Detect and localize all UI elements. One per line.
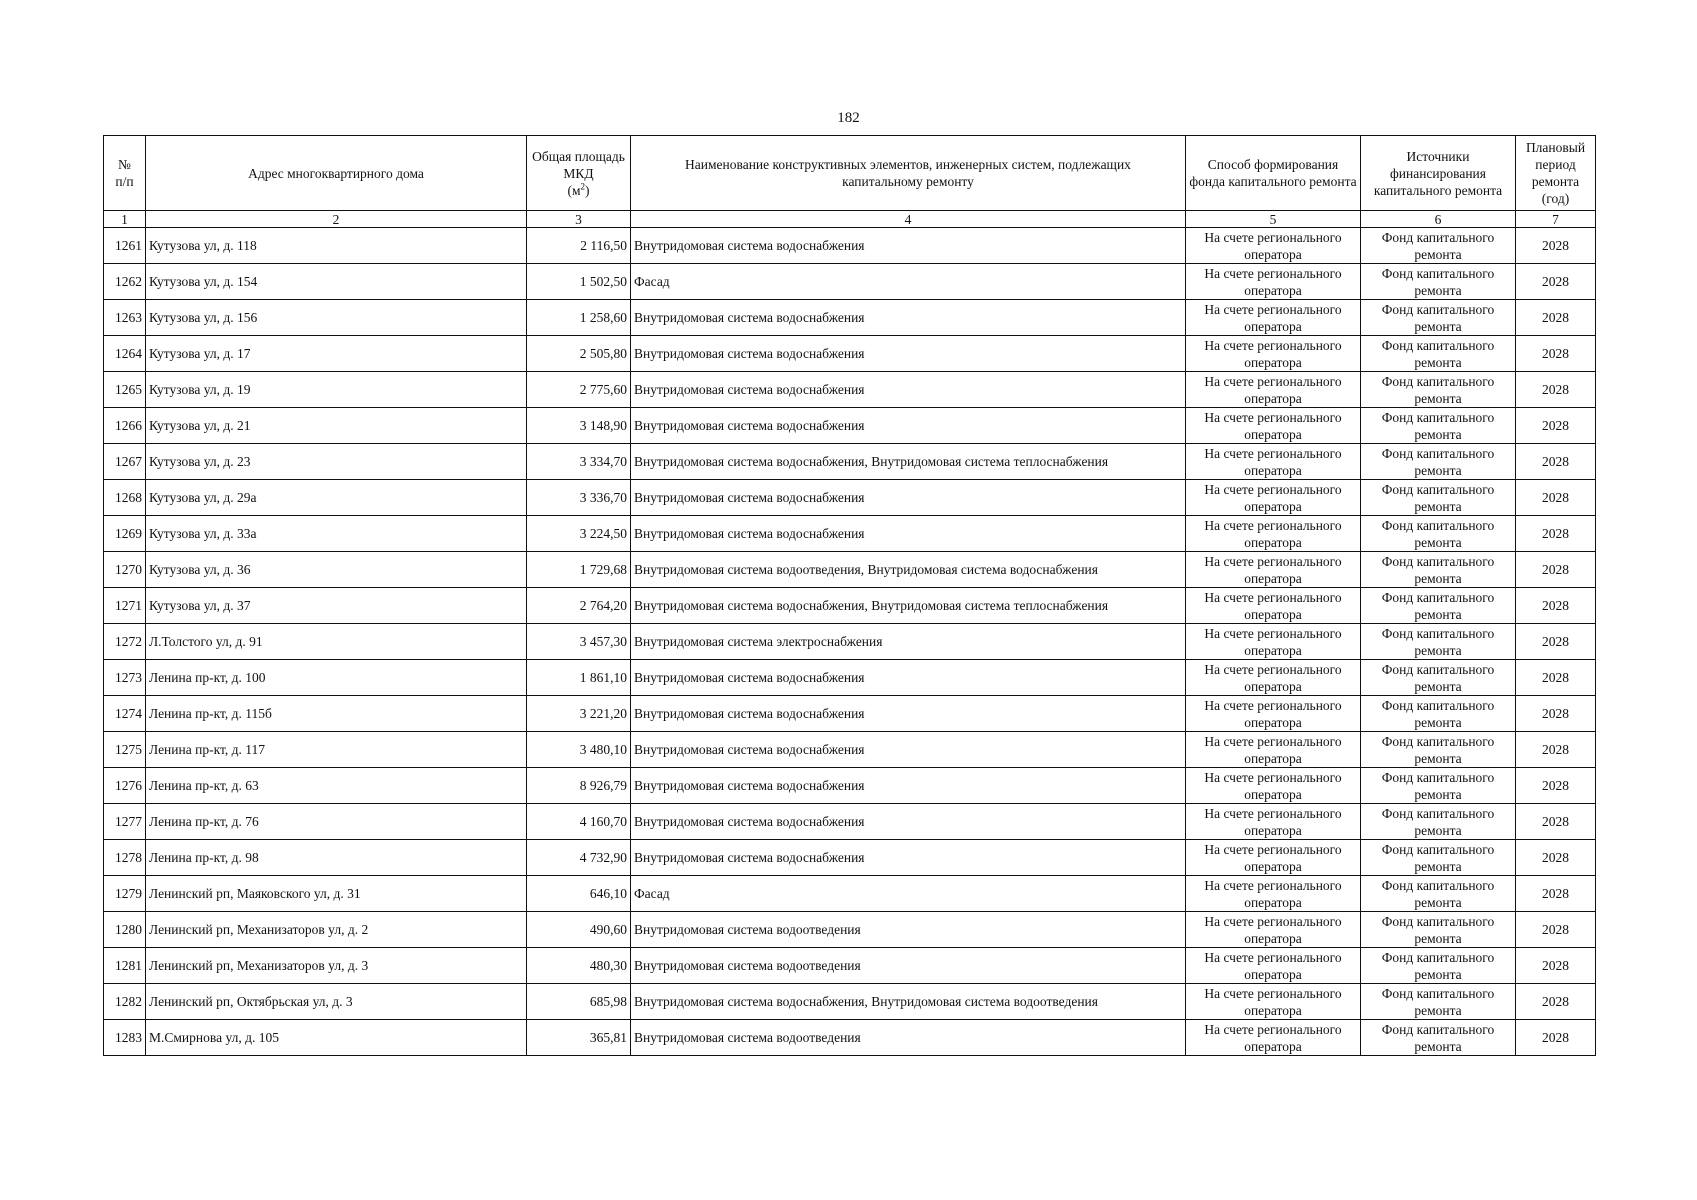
row-source: Фонд капитального ремонта: [1361, 552, 1516, 588]
row-area: 3 334,70: [527, 444, 631, 480]
row-elements: Внутридомовая система водоснабжения, Внутридомовая система теплоснабжения: [631, 588, 1186, 624]
row-method: На счете регионального оператора: [1186, 948, 1361, 984]
row-number: 1269: [104, 516, 146, 552]
table-row: [104, 372, 1596, 408]
row-address: Ленина пр-кт, д. 100: [146, 660, 527, 696]
row-area: 3 336,70: [527, 480, 631, 516]
row-source: Фонд капитального ремонта: [1361, 444, 1516, 480]
row-year: 2028: [1516, 840, 1596, 876]
row-method: На счете регионального оператора: [1186, 588, 1361, 624]
row-area: 4 732,90: [527, 840, 631, 876]
row-method: На счете регионального оператора: [1186, 804, 1361, 840]
row-elements: Внутридомовая система водоснабжения: [631, 840, 1186, 876]
row-area: 2 505,80: [527, 336, 631, 372]
row-method: На счете регионального оператора: [1186, 372, 1361, 408]
row-elements: Внутридомовая система водоотведения, Внутридомовая система водоснабжения: [631, 552, 1186, 588]
row-method: На счете регионального оператора: [1186, 732, 1361, 768]
row-elements: Внутридомовая система водоснабжения: [631, 408, 1186, 444]
table-row: [104, 660, 1596, 696]
table-body: [104, 228, 1596, 1056]
column-number-row: [104, 211, 1596, 228]
table-row: [104, 300, 1596, 336]
row-source: Фонд капитального ремонта: [1361, 804, 1516, 840]
table-row: [104, 768, 1596, 804]
header-area-unit-close: ): [585, 182, 590, 198]
row-method: На счете регионального оператора: [1186, 984, 1361, 1020]
row-number: 1277: [104, 804, 146, 840]
table-row: [104, 948, 1596, 984]
row-source: Фонд капитального ремонта: [1361, 876, 1516, 912]
page-number: 182: [837, 110, 860, 126]
header-num: [104, 136, 146, 211]
table-row: [104, 1020, 1596, 1056]
row-source: Фонд капитального ремонта: [1361, 408, 1516, 444]
row-method: На счете регионального оператора: [1186, 768, 1361, 804]
row-year: 2028: [1516, 912, 1596, 948]
row-year: 2028: [1516, 768, 1596, 804]
row-elements: Внутридомовая система водоотведения: [631, 912, 1186, 948]
table-row: [104, 480, 1596, 516]
row-source: Фонд капитального ремонта: [1361, 480, 1516, 516]
row-method: На счете регионального оператора: [1186, 876, 1361, 912]
row-source: Фонд капитального ремонта: [1361, 948, 1516, 984]
row-year: 2028: [1516, 660, 1596, 696]
row-elements: Внутридомовая система водоснабжения: [631, 768, 1186, 804]
row-method: На счете регионального оператора: [1186, 444, 1361, 480]
row-number: 1281: [104, 948, 146, 984]
row-year: 2028: [1516, 408, 1596, 444]
row-elements: Внутридомовая система водоснабжения: [631, 228, 1186, 264]
row-number: 1266: [104, 408, 146, 444]
row-method: На счете регионального оператора: [1186, 624, 1361, 660]
row-elements: Внутридомовая система водоснабжения, Внутридомовая система теплоснабжения: [631, 444, 1186, 480]
row-elements: Внутридомовая система водоснабжения, Внутридомовая система водоотведения: [631, 984, 1186, 1020]
table-header: [104, 136, 1596, 228]
row-address: Кутузова ул, д. 37: [146, 588, 527, 624]
row-area: 3 221,20: [527, 696, 631, 732]
row-elements: Внутридомовая система водоотведения: [631, 948, 1186, 984]
row-area: 3 148,90: [527, 408, 631, 444]
row-method: На счете регионального оператора: [1186, 696, 1361, 732]
row-area: 3 224,50: [527, 516, 631, 552]
table-row: [104, 552, 1596, 588]
row-method: На счете регионального оператора: [1186, 480, 1361, 516]
row-elements: Внутридомовая система водоснабжения: [631, 300, 1186, 336]
row-method: На счете регионального оператора: [1186, 408, 1361, 444]
row-area: 2 116,50: [527, 228, 631, 264]
row-elements: Внутридомовая система водоснабжения: [631, 336, 1186, 372]
row-address: Ленина пр-кт, д. 76: [146, 804, 527, 840]
row-address: Кутузова ул, д. 17: [146, 336, 527, 372]
row-year: 2028: [1516, 516, 1596, 552]
row-method: На счете регионального оператора: [1186, 300, 1361, 336]
header-period: Плановый период ремонта (год): [1516, 136, 1596, 211]
row-number: 1278: [104, 840, 146, 876]
row-source: Фонд капитального ремонта: [1361, 696, 1516, 732]
row-address: М.Смирнова ул, д. 105: [146, 1020, 527, 1056]
row-method: На счете регионального оператора: [1186, 516, 1361, 552]
row-number: 1283: [104, 1020, 146, 1056]
header-address: Адрес многоквартирного дома: [146, 136, 527, 211]
row-number: 1263: [104, 300, 146, 336]
row-address: Ленина пр-кт, д. 117: [146, 732, 527, 768]
row-method: На счете регионального оператора: [1186, 228, 1361, 264]
row-number: 1261: [104, 228, 146, 264]
row-address: Кутузова ул, д. 156: [146, 300, 527, 336]
row-number: 1279: [104, 876, 146, 912]
row-address: Ленинский рп, Маяковского ул, д. 31: [146, 876, 527, 912]
table-row: [104, 408, 1596, 444]
row-address: Ленина пр-кт, д. 98: [146, 840, 527, 876]
row-year: 2028: [1516, 264, 1596, 300]
row-year: 2028: [1516, 336, 1596, 372]
row-address: Л.Толстого ул, д. 91: [146, 624, 527, 660]
table-row: [104, 984, 1596, 1020]
column-number: 6: [1361, 211, 1516, 228]
row-address: Кутузова ул, д. 21: [146, 408, 527, 444]
column-number: 7: [1516, 211, 1596, 228]
row-number: 1265: [104, 372, 146, 408]
row-method: На счете регионального оператора: [1186, 912, 1361, 948]
table-row: [104, 840, 1596, 876]
row-address: Кутузова ул, д. 23: [146, 444, 527, 480]
row-source: Фонд капитального ремонта: [1361, 516, 1516, 552]
row-source: Фонд капитального ремонта: [1361, 372, 1516, 408]
column-number: 5: [1186, 211, 1361, 228]
row-address: Кутузова ул, д. 118: [146, 228, 527, 264]
row-number: 1282: [104, 984, 146, 1020]
row-address: Ленина пр-кт, д. 115б: [146, 696, 527, 732]
row-source: Фонд капитального ремонта: [1361, 624, 1516, 660]
row-source: Фонд капитального ремонта: [1361, 768, 1516, 804]
row-elements: Внутридомовая система водоснабжения: [631, 696, 1186, 732]
table-row: [104, 696, 1596, 732]
header-method: Способ формирования фонда капитального ремонта: [1186, 136, 1361, 211]
header-elements: Наименование конструктивных элементов, инженерных систем, подлежащих капитальному ремонту: [631, 136, 1186, 211]
row-number: 1264: [104, 336, 146, 372]
row-source: Фонд капитального ремонта: [1361, 300, 1516, 336]
row-number: 1272: [104, 624, 146, 660]
row-area: 646,10: [527, 876, 631, 912]
header-source: Источники финансирования капитального ремонта: [1361, 136, 1516, 211]
column-number: 1: [104, 211, 146, 228]
header-area-unit-sup: 2: [580, 181, 586, 191]
table-row: [104, 588, 1596, 624]
row-area: 2 775,60: [527, 372, 631, 408]
row-source: Фонд капитального ремонта: [1361, 840, 1516, 876]
row-method: На счете регионального оператора: [1186, 264, 1361, 300]
row-number: 1274: [104, 696, 146, 732]
column-number: 4: [631, 211, 1186, 228]
row-year: 2028: [1516, 948, 1596, 984]
row-year: 2028: [1516, 444, 1596, 480]
row-address: Кутузова ул, д. 19: [146, 372, 527, 408]
row-elements: Фасад: [631, 264, 1186, 300]
table-row: [104, 264, 1596, 300]
row-year: 2028: [1516, 300, 1596, 336]
row-year: 2028: [1516, 876, 1596, 912]
row-source: Фонд капитального ремонта: [1361, 228, 1516, 264]
row-area: 685,98: [527, 984, 631, 1020]
header-area: [527, 136, 631, 211]
row-year: 2028: [1516, 732, 1596, 768]
row-source: Фонд капитального ремонта: [1361, 912, 1516, 948]
row-number: 1280: [104, 912, 146, 948]
row-area: 480,30: [527, 948, 631, 984]
header-row: [104, 136, 1596, 211]
table-row: [104, 804, 1596, 840]
row-address: Ленина пр-кт, д. 63: [146, 768, 527, 804]
row-elements: Внутридомовая система водоснабжения: [631, 480, 1186, 516]
row-source: Фонд капитального ремонта: [1361, 984, 1516, 1020]
row-area: 1 861,10: [527, 660, 631, 696]
row-year: 2028: [1516, 480, 1596, 516]
row-year: 2028: [1516, 1020, 1596, 1056]
header-area-unit-open: (м: [567, 182, 581, 198]
row-year: 2028: [1516, 228, 1596, 264]
row-number: 1271: [104, 588, 146, 624]
header-num-label: № п/п: [115, 157, 134, 189]
repair-registry-table: [103, 135, 1596, 1056]
row-elements: Внутридомовая система водоснабжения: [631, 804, 1186, 840]
row-area: 1 729,68: [527, 552, 631, 588]
row-number: 1275: [104, 732, 146, 768]
row-method: На счете регионального оператора: [1186, 336, 1361, 372]
row-number: 1273: [104, 660, 146, 696]
row-method: На счете регионального оператора: [1186, 840, 1361, 876]
row-address: Кутузова ул, д. 33а: [146, 516, 527, 552]
row-method: На счете регионального оператора: [1186, 552, 1361, 588]
row-source: Фонд капитального ремонта: [1361, 336, 1516, 372]
header-area-label: Общая площадь МКД: [532, 148, 625, 181]
row-area: 1 258,60: [527, 300, 631, 336]
row-elements: Внутридомовая система водоснабжения: [631, 372, 1186, 408]
row-area: 8 926,79: [527, 768, 631, 804]
row-address: Ленинский рп, Механизаторов ул, д. 3: [146, 948, 527, 984]
row-area: 2 764,20: [527, 588, 631, 624]
row-method: На счете регионального оператора: [1186, 1020, 1361, 1056]
row-address: Ленинский рп, Октябрьская ул, д. 3: [146, 984, 527, 1020]
table-row: [104, 732, 1596, 768]
row-year: 2028: [1516, 624, 1596, 660]
row-address: Кутузова ул, д. 29а: [146, 480, 527, 516]
row-year: 2028: [1516, 552, 1596, 588]
row-method: На счете регионального оператора: [1186, 660, 1361, 696]
column-number: 3: [527, 211, 631, 228]
row-area: 1 502,50: [527, 264, 631, 300]
table-row: [104, 228, 1596, 264]
row-address: Ленинский рп, Механизаторов ул, д. 2: [146, 912, 527, 948]
row-year: 2028: [1516, 984, 1596, 1020]
row-elements: Внутридомовая система водоснабжения: [631, 660, 1186, 696]
row-area: 3 457,30: [527, 624, 631, 660]
row-year: 2028: [1516, 372, 1596, 408]
row-source: Фонд капитального ремонта: [1361, 1020, 1516, 1056]
row-number: 1276: [104, 768, 146, 804]
table-row: [104, 444, 1596, 480]
row-elements: Внутридомовая система водоснабжения: [631, 516, 1186, 552]
row-elements: Внутридомовая система водоснабжения: [631, 732, 1186, 768]
row-area: 3 480,10: [527, 732, 631, 768]
row-year: 2028: [1516, 696, 1596, 732]
row-address: Кутузова ул, д. 36: [146, 552, 527, 588]
row-year: 2028: [1516, 804, 1596, 840]
row-source: Фонд капитального ремонта: [1361, 588, 1516, 624]
row-source: Фонд капитального ремонта: [1361, 732, 1516, 768]
column-number: 2: [146, 211, 527, 228]
row-area: 365,81: [527, 1020, 631, 1056]
table-row: [104, 876, 1596, 912]
row-elements: Фасад: [631, 876, 1186, 912]
row-area: 490,60: [527, 912, 631, 948]
row-elements: Внутридомовая система электроснабжения: [631, 624, 1186, 660]
row-source: Фонд капитального ремонта: [1361, 264, 1516, 300]
table-row: [104, 336, 1596, 372]
row-elements: Внутридомовая система водоотведения: [631, 1020, 1186, 1056]
row-number: 1262: [104, 264, 146, 300]
table-row: [104, 516, 1596, 552]
table-row: [104, 912, 1596, 948]
row-number: 1270: [104, 552, 146, 588]
row-source: Фонд капитального ремонта: [1361, 660, 1516, 696]
row-year: 2028: [1516, 588, 1596, 624]
row-number: 1268: [104, 480, 146, 516]
table-row: [104, 624, 1596, 660]
row-area: 4 160,70: [527, 804, 631, 840]
row-number: 1267: [104, 444, 146, 480]
row-address: Кутузова ул, д. 154: [146, 264, 527, 300]
